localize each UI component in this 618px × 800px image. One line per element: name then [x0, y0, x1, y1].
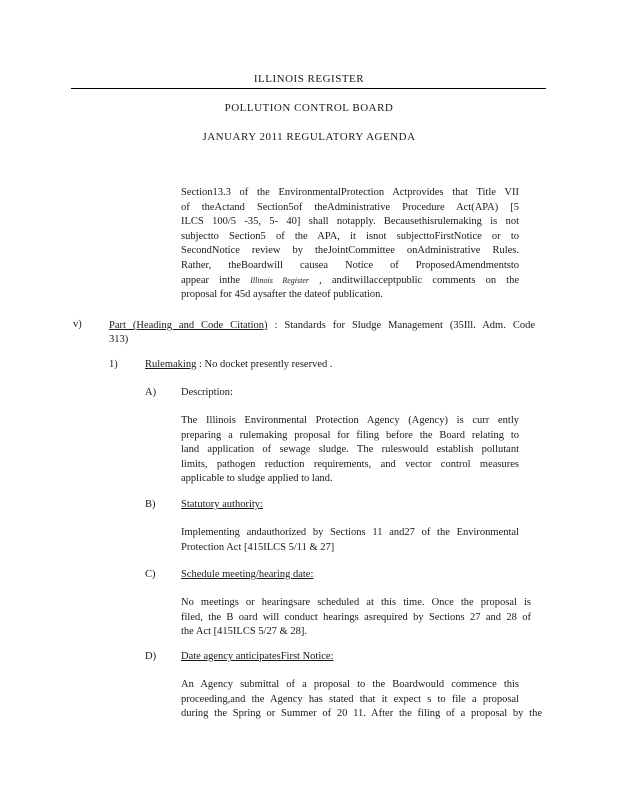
intro-line: Rather, theBoardwill causea Notice of ProposedAmendmentsto [181, 259, 519, 271]
item-1-number: 1) [109, 359, 118, 370]
item-v-number: v) [73, 319, 82, 330]
statutory-line: Protection Act [415ILCS 5/11 & 27] [181, 541, 335, 553]
intro-line: subjectto Section5 of the APA, it isnot subjecttoFirstNotice or to [181, 230, 519, 242]
schedule-line: No meetings or hearingsare scheduled at this time. Once the proposal is [181, 597, 531, 608]
schedule-label: Schedule meeting/hearing date: [181, 569, 314, 580]
schedule-line: filed, the B oard will conduct hearings asrequired by Sections 27 and 28 of [181, 611, 531, 623]
rulemaking-label: Rulemaking [145, 359, 197, 370]
agenda-title: JANUARY 2011 REGULATORY AGENDA [202, 131, 416, 143]
intro-line: of theActand Section5of theAdministrative Procedure Act(APA) [5 [181, 201, 519, 213]
item-c-number: C) [145, 569, 156, 580]
description-paragraph [181, 414, 519, 487]
intro-line [181, 274, 519, 289]
description-line: limits, pathogen reduction requirements, and vector control measures [181, 458, 519, 470]
intro-paragraph [181, 186, 519, 303]
description-line: applicable to sludge applied to land. [181, 473, 333, 485]
intro-line: SecondNotice review by theJointCommittee onAdministrative Rules. [181, 245, 519, 257]
item-v-title-rest: : Standards for Sludge Management (35Ill. Adm. Code [267, 320, 535, 331]
item-b-number: B) [145, 499, 156, 510]
item-d-number: D) [145, 651, 157, 662]
first-notice-label: Date agency anticipatesFirst Notice: [181, 651, 334, 662]
schedule-line: the Act [415ILCS 5/27 & 28]. [181, 626, 307, 638]
description-line: The Illinois Environmental Protection Agency (Agency) is curr ently [181, 415, 519, 426]
item-v-heading [109, 319, 535, 345]
statutory-line: Implementing andauthorized by Sections 11 and27 of the Environmental [181, 527, 519, 538]
item-v-title: Part (Heading and Code Citation) [109, 320, 268, 331]
statutory-authority-label: Statutory authority: [181, 499, 263, 510]
register-title: ILLINOIS REGISTER [253, 73, 365, 85]
intro-text: , anditwillacceptpublic comments on the [309, 274, 520, 286]
header-divider [71, 88, 546, 89]
item-v-line: 313) [109, 333, 129, 345]
first-notice-line: An Agency submittal of a proposal to the Boardwould commence this [181, 679, 519, 690]
rulemaking-value: : No docket presently reserved . [196, 359, 333, 370]
item-a-number: A) [145, 387, 157, 398]
register-italic: Illinois Register [250, 275, 309, 285]
rulemaking-line [145, 359, 333, 370]
intro-text: appear inthe [181, 274, 251, 286]
first-notice-line: during the Spring or Summer of 20 11. After the filing of a proposal by the [181, 708, 542, 720]
intro-line: proposal for 45d aysafter the dateof publication. [181, 289, 384, 301]
description-line: preparing a rulemaking proposal for filing before the Board relating to [181, 429, 519, 441]
board-title: POLLUTION CONTROL BOARD [224, 102, 394, 114]
description-label: Description: [181, 387, 233, 398]
intro-line: ILCS 100/5 -35, 5- 40] shall notapply. Becausethisrulemaking is not [181, 216, 519, 228]
statutory-authority-paragraph [181, 526, 519, 555]
schedule-paragraph [181, 596, 531, 640]
first-notice-line: proceeding,and the Agency has stated that it expect s to file a proposal [181, 693, 519, 705]
first-notice-paragraph [181, 678, 542, 722]
item-v-line [109, 319, 535, 334]
intro-line: Section13.3 of the EnvironmentalProtection Actprovides that Title VII [181, 187, 519, 198]
description-line: land application of sewage sludge. The ruleswould establish pollutant [181, 444, 519, 456]
